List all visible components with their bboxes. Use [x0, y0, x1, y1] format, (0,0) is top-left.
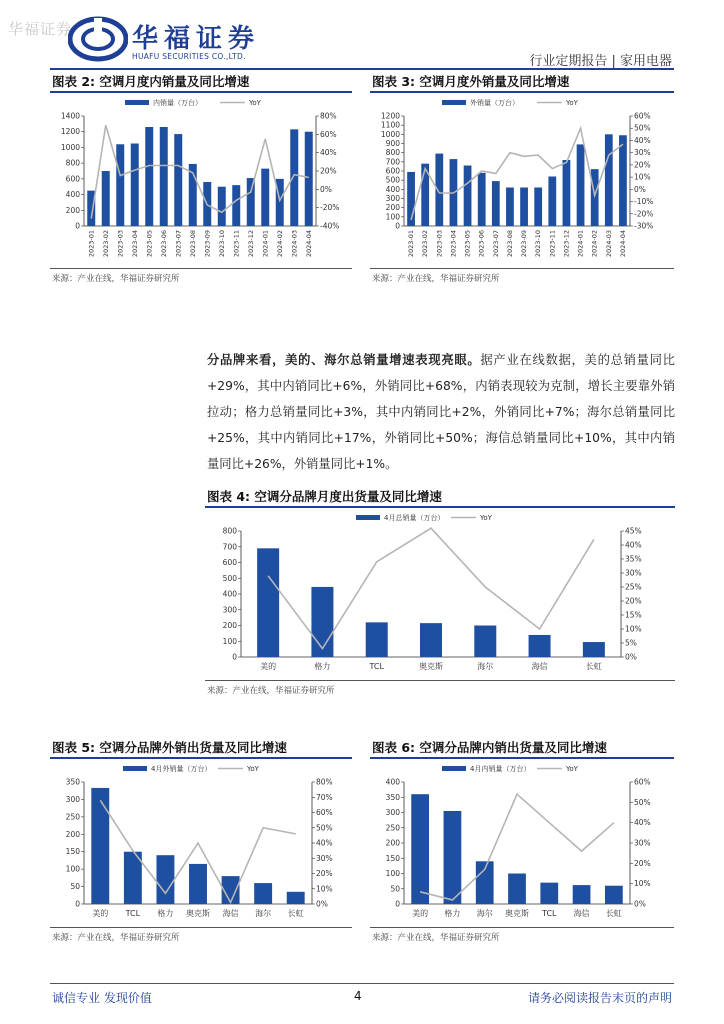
- legend-bar-label: 4月内销量（万台）: [470, 765, 531, 773]
- bar: [548, 177, 556, 227]
- legend-line-label: YoY: [247, 765, 259, 773]
- x-tick-label: 长虹: [287, 909, 304, 918]
- y2-tick-label: 20%: [634, 858, 651, 868]
- y-tick-label: 1100: [380, 120, 400, 130]
- x-tick-label: TCL: [542, 909, 557, 918]
- x-tick-label: 美的: [412, 909, 429, 918]
- fig6-rule: [370, 757, 674, 759]
- x-tick-label: 2023-07: [174, 230, 183, 258]
- legend-bar-swatch: [442, 766, 466, 771]
- huafu-logo: [68, 16, 128, 62]
- bar: [290, 129, 298, 226]
- y2-tick-label: 60%: [634, 777, 651, 787]
- x-tick-label: TCL: [369, 662, 384, 671]
- x-tick-label: 2023-05: [463, 230, 472, 258]
- y-tick-label: 250: [385, 823, 400, 833]
- fig5-title: 图表 5: 空调分品牌外销出货量及同比增速: [52, 740, 287, 755]
- fig5-source: 来源：产业在线，华福证券研究所: [52, 933, 180, 943]
- y-tick-label: 500: [385, 175, 400, 185]
- y-tick-label: 200: [385, 838, 400, 848]
- y-tick-label: 400: [385, 777, 400, 787]
- bar: [563, 160, 571, 226]
- fig6-title: 图表 6: 空调分品牌内销出货量及同比增速: [372, 740, 607, 755]
- y2-tick-label: 40%: [625, 540, 642, 550]
- legend-bar-label: 4月外销量（万台）: [151, 765, 212, 773]
- bar: [254, 883, 272, 904]
- y-tick-label: 600: [385, 166, 400, 176]
- y-tick-label: 1200: [380, 111, 400, 121]
- y-tick-label: 1000: [380, 129, 400, 139]
- y2-tick-label: 0%: [625, 652, 637, 662]
- legend-line-label: YoY: [480, 514, 492, 522]
- bar: [218, 187, 226, 226]
- bar: [583, 642, 605, 657]
- paragraph-body: 据产业在线数据，美的总销量同比+29%，其中内销同比+6%，外销同比+68%，内销表现较为克制，增长主要靠外销拉动；格力总销量同比+3%，其中内销同比+2%，外销同比+7%；海尔总销量同比+25%，其中内销同比+17%，外销同比+50%；海信总销量同比+10%，其中内销量同比+26%，外销量同比+1%。: [207, 353, 675, 471]
- fig4-source: 来源：产业在线，华福证券研究所: [207, 686, 335, 696]
- legend-bar-swatch: [356, 515, 380, 520]
- bar: [508, 874, 526, 905]
- y-tick-label: 1400: [60, 111, 80, 121]
- y-tick-label: 1000: [60, 142, 80, 152]
- y-tick-label: 0: [395, 221, 400, 231]
- bar: [174, 134, 182, 226]
- x-tick-label: 2024-01: [261, 230, 270, 258]
- paragraph-highlight: 分品牌来看，美的、海尔总销量增速表现亮眼。: [207, 353, 481, 367]
- x-tick-label: 2023-03: [435, 230, 444, 258]
- legend-line-label: YoY: [566, 99, 578, 107]
- bar: [305, 132, 313, 226]
- bar: [492, 181, 500, 226]
- x-tick-label: 2023-05: [145, 230, 154, 258]
- y2-tick-label: 30%: [634, 148, 651, 158]
- bar: [619, 135, 627, 226]
- y-tick-label: 150: [65, 847, 80, 857]
- x-tick-label: 2023-08: [188, 230, 197, 258]
- y2-tick-label: 10%: [634, 879, 651, 889]
- y2-tick-label: 0%: [634, 899, 646, 909]
- y2-tick-label: 70%: [316, 792, 333, 802]
- bar: [232, 185, 240, 226]
- bar: [573, 885, 591, 904]
- y-tick-label: 500: [222, 573, 237, 583]
- fig2-source-rule: [50, 268, 352, 269]
- x-tick-label: 2023-01: [87, 230, 96, 258]
- legend-bar-label: 外销量（万台）: [470, 99, 519, 107]
- bar: [474, 626, 496, 658]
- logo-cn-text: 华福证券: [132, 24, 261, 54]
- x-tick-label: 2023-10: [534, 230, 543, 258]
- y2-tick-label: 30%: [316, 853, 333, 863]
- y-tick-label: 200: [222, 621, 237, 630]
- y2-tick-label: 45%: [625, 526, 642, 536]
- x-tick-label: 海信: [531, 662, 548, 671]
- x-tick-label: 2023-10: [217, 230, 226, 258]
- footer-disclaimer: 请务必阅读报告末页的声明: [527, 991, 672, 1005]
- bar: [420, 623, 442, 657]
- bar: [102, 171, 110, 226]
- y-tick-label: 50: [70, 882, 80, 892]
- y2-tick-label: 0%: [634, 184, 646, 194]
- y-tick-label: 300: [385, 808, 400, 817]
- legend-line-label: YoY: [566, 765, 578, 773]
- y2-tick-label: 10%: [634, 172, 651, 182]
- legend-bar-swatch: [125, 100, 149, 105]
- x-tick-label: 2023-12: [246, 230, 255, 258]
- page-number: 4: [354, 989, 362, 1003]
- fig5-chart: [50, 760, 352, 926]
- x-tick-label: 2024-02: [590, 230, 599, 258]
- y2-tick-label: 30%: [634, 838, 651, 848]
- y2-tick-label: -40%: [320, 221, 340, 231]
- bar: [131, 144, 139, 227]
- y-tick-label: 600: [222, 558, 237, 567]
- y2-tick-label: 60%: [320, 129, 337, 139]
- x-tick-label: 海信: [573, 909, 590, 918]
- y-tick-label: 100: [385, 212, 400, 222]
- footer-slogan: 诚信专业 发现价值: [52, 991, 152, 1005]
- logo-en-text: HUAFU SECURITIES CO.,LTD.: [132, 52, 246, 61]
- x-tick-label: 2024-03: [290, 230, 299, 258]
- y-tick-label: 0: [75, 221, 80, 231]
- fig5-source-rule: [50, 927, 352, 928]
- x-tick-label: 2024-02: [275, 230, 284, 258]
- y2-tick-label: -10%: [634, 197, 654, 207]
- y-tick-label: 700: [385, 157, 400, 167]
- bar: [156, 855, 174, 904]
- report-type: 行业定期报告 | 家用电器: [529, 54, 672, 69]
- footer-rule: [50, 983, 674, 984]
- y2-tick-label: 40%: [316, 838, 333, 848]
- x-tick-label: 奥克斯: [186, 909, 210, 918]
- y-tick-label: 800: [385, 148, 400, 158]
- y-tick-label: 0: [232, 652, 237, 662]
- y2-tick-label: 20%: [625, 596, 642, 606]
- bar: [261, 169, 269, 226]
- x-tick-label: 2023-04: [130, 230, 139, 258]
- y2-tick-label: 50%: [316, 823, 333, 833]
- y-tick-label: 400: [385, 184, 400, 194]
- bar: [257, 548, 279, 657]
- analysis-paragraph: [207, 347, 675, 477]
- fig2-rule: [50, 91, 352, 93]
- y2-tick-label: 20%: [634, 160, 651, 170]
- y-tick-label: 200: [65, 205, 80, 215]
- fig3-title: 图表 3: 空调月度外销量及同比增速: [372, 74, 570, 89]
- y-tick-label: 100: [385, 869, 400, 878]
- y2-tick-label: 35%: [625, 554, 642, 564]
- fig6-source: 来源：产业在线，华福证券研究所: [372, 933, 500, 943]
- legend-bar-label: 内销量（万台）: [153, 99, 202, 107]
- bar: [189, 864, 207, 904]
- y-tick-label: 200: [65, 829, 80, 839]
- x-tick-label: 格力: [314, 662, 331, 671]
- x-tick-label: 2023-08: [505, 230, 514, 258]
- bar: [529, 635, 551, 657]
- y-tick-label: 700: [222, 542, 237, 552]
- x-tick-label: 格力: [444, 909, 461, 918]
- fig2-source: 来源：产业在线，华福证券研究所: [52, 274, 180, 284]
- x-tick-label: 格力: [157, 909, 174, 918]
- bar: [577, 144, 585, 226]
- fig3-chart: [370, 94, 674, 266]
- legend-bar-swatch: [442, 100, 466, 105]
- y-tick-label: 0: [395, 899, 400, 909]
- y-tick-label: 400: [65, 190, 80, 200]
- y2-tick-label: 25%: [625, 582, 642, 592]
- fig3-source: 来源：产业在线，华福证券研究所: [372, 274, 500, 284]
- y-tick-label: 350: [65, 777, 80, 787]
- fig2-chart: [50, 94, 352, 266]
- bar: [311, 587, 333, 657]
- bar: [247, 178, 255, 226]
- x-tick-label: 2024-04: [618, 230, 627, 258]
- fig4-title: 图表 4: 空调分品牌月度出货量及同比增速: [207, 489, 442, 504]
- y2-tick-label: 40%: [634, 135, 651, 145]
- y-tick-label: 800: [222, 526, 237, 536]
- y2-tick-label: 30%: [625, 568, 642, 578]
- fig6-chart: [370, 760, 674, 926]
- y-tick-label: 1200: [60, 127, 80, 137]
- x-tick-label: 2023-04: [449, 230, 458, 258]
- y-tick-label: 350: [385, 792, 400, 802]
- y2-tick-label: 50%: [634, 123, 651, 133]
- x-tick-label: 2023-03: [116, 230, 125, 258]
- y-tick-label: 100: [222, 636, 237, 646]
- x-tick-label: 美的: [260, 662, 277, 671]
- x-tick-label: 长虹: [585, 662, 602, 671]
- x-tick-label: 2023-07: [491, 230, 500, 258]
- x-tick-label: 2023-02: [101, 230, 110, 258]
- y2-tick-label: 10%: [316, 884, 333, 894]
- y2-tick-label: 0%: [316, 899, 328, 909]
- y-tick-label: 100: [65, 864, 80, 874]
- bar: [605, 134, 613, 226]
- y-tick-label: 0: [75, 899, 80, 909]
- fig2-title: 图表 2: 空调月度内销量及同比增速: [52, 74, 250, 89]
- y2-tick-label: 15%: [625, 610, 642, 620]
- x-tick-label: 奥克斯: [419, 662, 443, 671]
- x-tick-label: 2024-04: [304, 230, 313, 258]
- fig5-rule: [50, 757, 352, 759]
- bar: [287, 892, 305, 904]
- x-tick-label: 长虹: [605, 909, 622, 918]
- bar: [506, 188, 514, 227]
- bar: [444, 811, 462, 904]
- header-rule: [50, 68, 674, 70]
- y2-tick-label: -20%: [320, 203, 340, 213]
- bar: [366, 622, 388, 657]
- y2-tick-label: 40%: [634, 818, 651, 828]
- fig3-source-rule: [370, 268, 674, 269]
- x-tick-label: TCL: [125, 909, 141, 918]
- fig6-source-rule: [370, 927, 674, 928]
- bar: [160, 127, 168, 226]
- y2-tick-label: 40%: [320, 148, 337, 158]
- bar: [520, 188, 528, 227]
- y2-tick-label: 20%: [316, 869, 333, 878]
- x-tick-label: 2024-01: [576, 230, 585, 258]
- x-tick-label: 2023-09: [203, 230, 212, 258]
- x-tick-label: 奥克斯: [505, 909, 529, 918]
- x-tick-label: 2023-01: [407, 230, 416, 258]
- y2-tick-label: -30%: [634, 221, 654, 231]
- y2-tick-label: 0%: [320, 184, 332, 194]
- y2-tick-label: 60%: [316, 808, 333, 817]
- y2-tick-label: 10%: [625, 624, 642, 634]
- x-tick-label: 2023-06: [159, 230, 168, 258]
- bar: [605, 886, 623, 904]
- legend-bar-label: 4月总销量（万台）: [384, 514, 445, 522]
- fig4-rule: [205, 506, 675, 508]
- fig3-rule: [370, 91, 674, 93]
- x-tick-label: 2023-12: [562, 230, 571, 258]
- y2-tick-label: 20%: [320, 166, 337, 176]
- x-tick-label: 2024-03: [604, 230, 613, 258]
- y-tick-label: 300: [65, 794, 80, 804]
- bar: [540, 883, 558, 904]
- y2-tick-label: -20%: [634, 209, 654, 219]
- bar: [411, 794, 429, 904]
- y2-tick-label: 60%: [634, 111, 651, 121]
- x-tick-label: 2023-09: [520, 230, 529, 258]
- y-tick-label: 400: [222, 589, 237, 599]
- bar: [534, 188, 542, 227]
- legend-line-label: YoY: [249, 99, 261, 107]
- bar: [478, 173, 486, 226]
- bar: [91, 788, 109, 904]
- x-tick-label: 2023-11: [232, 230, 241, 258]
- y-tick-label: 800: [65, 158, 80, 168]
- x-tick-label: 2023-11: [548, 230, 557, 258]
- fig4-chart: [205, 509, 675, 679]
- fig4-source-rule: [205, 680, 675, 681]
- y-tick-label: 300: [222, 605, 237, 615]
- y-tick-label: 50: [390, 884, 400, 894]
- x-tick-label: 2023-02: [421, 230, 430, 258]
- x-tick-label: 美的: [92, 909, 109, 918]
- y2-tick-label: 80%: [320, 111, 337, 121]
- y2-tick-label: 80%: [316, 777, 333, 787]
- x-tick-label: 2023-06: [477, 230, 486, 258]
- x-tick-label: 海尔: [476, 909, 493, 918]
- y-tick-label: 250: [65, 812, 80, 822]
- x-tick-label: 海信: [222, 909, 239, 918]
- y-tick-label: 150: [385, 853, 400, 863]
- x-tick-label: 海尔: [255, 909, 272, 918]
- bar: [464, 166, 472, 227]
- y2-tick-label: 50%: [634, 797, 651, 807]
- watermark-text: 华福证券: [8, 20, 73, 38]
- y-tick-label: 200: [385, 203, 400, 213]
- x-tick-label: 海尔: [477, 662, 494, 671]
- bar: [145, 127, 153, 226]
- y-tick-label: 600: [65, 174, 80, 184]
- legend-bar-swatch: [123, 766, 147, 771]
- y2-tick-label: 5%: [625, 638, 637, 648]
- y-tick-label: 300: [385, 194, 400, 203]
- bar: [116, 144, 124, 226]
- y-tick-label: 900: [385, 139, 400, 148]
